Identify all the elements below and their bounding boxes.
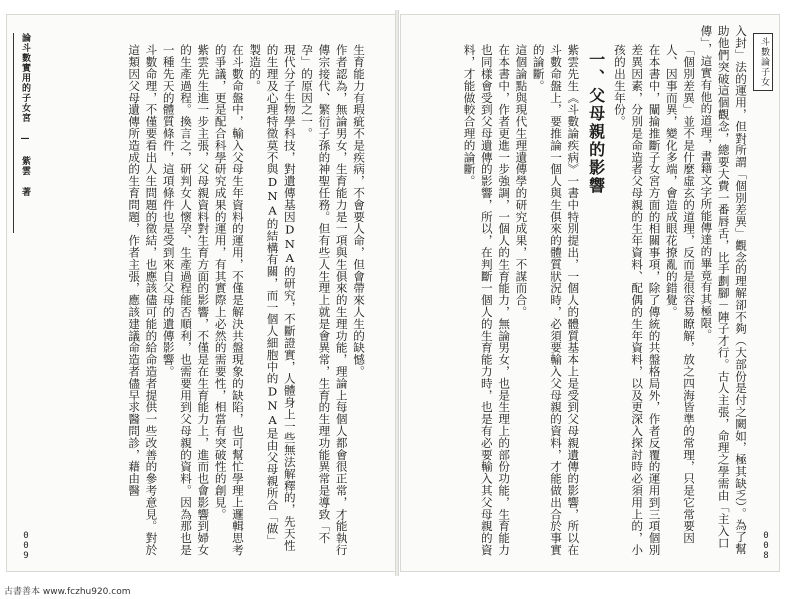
paragraph: 入封」法的運用，但對所謂「個別差異」觀念的理解卻不夠（大部份是付之闕如，極其缺乏）。為了幫助他們突破這個觀念，總要大費一番唇舌，比手劃腳－陣子才行。古人主張，命理之學需由「主入口傳」，這實有他的道理，書籍文字所能傳達的畢竟有其極限。 <box>699 25 748 555</box>
left-page-body <box>15 25 367 557</box>
section-title: 一、父母親的影響 <box>586 50 606 195</box>
paragraph: 作者認為，無論男女，生育能力是一項與生俱來的生理功能，理論上每個人都會很正常，才能執行傳宗接代、繁衍子孫的神聖任務。但有些人生理上就是會異常，生育的生理功能異常是導致「不孕」的原因之一。 <box>300 43 349 556</box>
paragraph: 這個論點與現代生理遺傳學的研究成果，不謀而合。 <box>514 43 529 318</box>
paragraph: 在本書中，作者更進一步強調，一個人的生育能力，無論男女，也是生理上的部份功能，生育能力也同樣會受到父母遺傳的影響，所以，在判斷一個人的生育能力時，也是有必要輸入其父母親的資料，才能做較合理的論斷。 <box>462 43 512 556</box>
right-page-body <box>409 25 749 557</box>
page-number-left: 009 <box>21 531 31 561</box>
paragraph: 斗數命理，不僅要看出人生問題的徵結，也應該儘可能的給命造者提供一些改善的參考意見。對於這類因父母遺傳所造成的生育問題，作者主張，應該建議命造者儘早求醫問診，藉由醫 <box>127 43 159 556</box>
site-watermark: 古書善本 www.fczhu920.com <box>4 587 131 597</box>
running-header-left: 論斗數實用的子女宮 — 紫雲 著 <box>13 33 32 233</box>
right-page <box>400 14 780 572</box>
paragraph: 「個別差異」並不是什麼虛玄的道理，反而是很容易瞭解，放之四海皆準的常理，只是它常要因人、因事而異，變化多端，會造成眼花撩亂的錯覺。 <box>664 43 697 544</box>
paragraph: 在本書中，闡掄推斷子女宮方面的相關事項，除了傳統的共盤格局外，作者反覆的運用到三項個別差異因素，分別是命造者父母親的生年資料、配偶的生年資料，以及更深入探討時必須用上的，小孩的出生年份。 <box>612 43 662 556</box>
paragraph: 生育能力有瑕疵不是疾病，不會要人命，但會帶來人生的缺憾。 <box>352 43 366 377</box>
page-number-right: 008 <box>761 531 771 561</box>
paragraph: 在斗數命盤中，輸入父母生年資料的運用，不僅是解決共盤現象的缺陷，也可幫忙學理上邏輯思考的爭議，更是配合科學研究成果的運用，有其實際上必然的需要性，相當有突破性的創見。 <box>213 43 245 556</box>
paragraph: 紫雲先生《斗數論疾病》一書中特別提出，一個人的體質基本上是受到父母親遺傳的影響，所以在斗數命盤上，要推論一個人與生俱來的體質狀況時，必須要輸入父母親的資料，才能做出合於事實的論斷。 <box>531 43 581 556</box>
running-header-right: 斗數論子女 <box>753 33 773 91</box>
paragraph: 紫雲先生進一步主張，父母親資料對生育方面的影響，不僅是在生育能力上，進而也會影響到婦女的生產過程。換言之，研判女人懷孕、生產過程能否順利，也需要用到父母親的資料。因為那也是一種先天的體質條件，這項條件也是受到來自父母的遺傳影響。 <box>161 43 211 556</box>
left-page <box>6 14 396 572</box>
paragraph: 現代分子生物學科技，對遺傳基因DNA的研究，不斷證實，人體身上一些無法解釋的，先天性的生理及心理特徵莫不與DNA的結構有關，而一個人細胞中的DNA是由父母親所合「做」製造的。 <box>248 43 297 551</box>
